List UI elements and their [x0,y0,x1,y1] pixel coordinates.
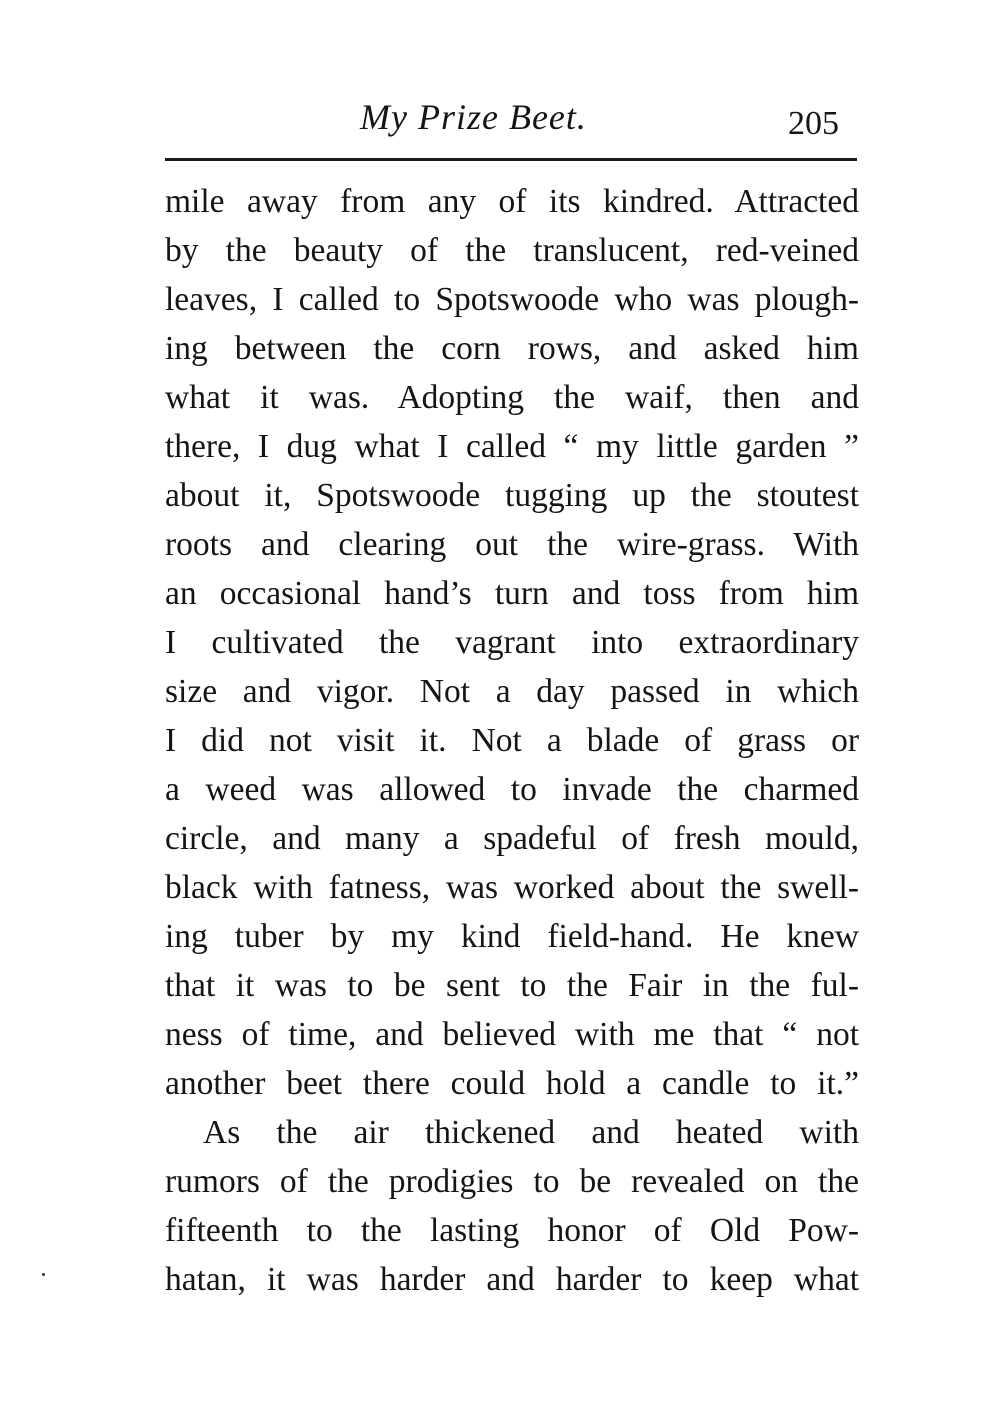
text-line: a weed was allowed to invade the charmed [165,771,859,808]
text-line: fifteenth to the lasting honor of Old Pow- [165,1212,859,1249]
text-line: ing tuber by my kind field-hand. He knew [165,918,859,955]
text-line: mile away from any of its kindred. Attracted [165,183,859,220]
text-line: circle, and many a spadeful of fresh mould, [165,820,859,857]
text-line: there, I dug what I called “ my little garden ” [165,428,859,465]
text-line: black with fatness, was worked about the swell- [165,869,859,906]
text-line: hatan, it was harder and harder to keep what [165,1261,859,1298]
text-line: what it was. Adopting the waif, then and [165,379,859,416]
print-speck [42,1273,45,1276]
header-rule [165,158,857,161]
text-line: ness of time, and believed with me that “ not [165,1016,859,1053]
text-line: leaves, I called to Spotswoode who was plough- [165,281,859,318]
text-line: I cultivated the vagrant into extraordinary [165,624,859,661]
text-line: about it, Spotswoode tugging up the stoutest [165,477,859,514]
body-text [165,177,859,1304]
text-line: rumors of the prodigies to be revealed on the [165,1163,859,1200]
text-line: size and vigor. Not a day passed in which [165,673,859,710]
text-line: an occasional hand’s turn and toss from him [165,575,859,612]
paragraph-start-line: As the air thickened and heated with [203,1114,859,1151]
text-line: I did not visit it. Not a blade of grass or [165,722,859,759]
text-line: by the beauty of the translucent, red-veined [165,232,859,269]
paragraph-end-line: another beet there could hold a candle to it.” [165,1065,859,1102]
text-line: roots and clearing out the wire-grass. With [165,526,859,563]
page-number: 205 [788,105,839,142]
text-line: ing between the corn rows, and asked him [165,330,859,367]
text-line: that it was to be sent to the Fair in the ful- [165,967,859,1004]
running-title: My Prize Beet. [360,97,587,137]
